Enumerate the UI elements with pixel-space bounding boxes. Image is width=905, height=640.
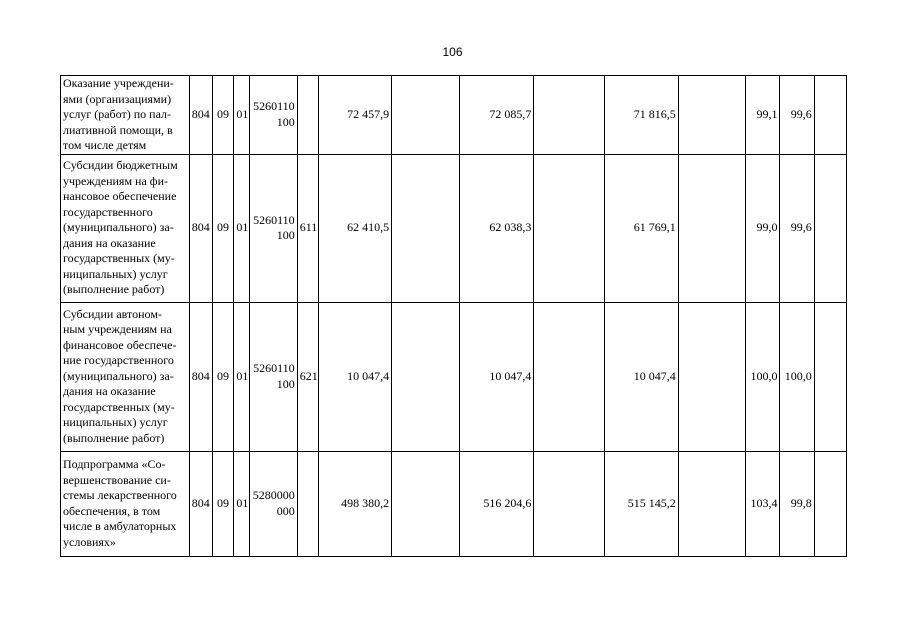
- subsection-code: 01: [234, 302, 250, 451]
- csr-line: 100: [276, 114, 295, 129]
- row-name-line: Субсидии бюджетным: [63, 158, 178, 173]
- empty-cell: [678, 451, 745, 556]
- ministry-code: 804: [189, 302, 212, 451]
- row-name: [61, 154, 190, 302]
- row-name-line: учреждениям на фи-: [63, 173, 168, 188]
- amount-revised: 72 085,7: [459, 76, 534, 155]
- percent-of-revised: 99,6: [780, 154, 814, 302]
- empty-cell: [534, 302, 605, 451]
- row-name-line: государственных (му-: [63, 251, 175, 266]
- csr-line: 5260110: [253, 361, 295, 375]
- row-name-line: (муниципального) за-: [63, 368, 174, 383]
- csr-line: 5280000: [252, 488, 295, 502]
- percent-of-approved: 100,0: [746, 302, 780, 451]
- row-name-line: условиях»: [63, 534, 116, 549]
- row-name-line: Подпрограмма «Со-: [63, 457, 166, 471]
- amount-approved: 498 380,2: [319, 451, 392, 556]
- csr-line: 100: [276, 376, 295, 391]
- amount-approved: 10 047,4: [319, 302, 392, 451]
- percent-of-revised: 99,6: [780, 76, 814, 155]
- row-name-line: ным учреждениям на: [63, 322, 172, 337]
- section-code: 09: [212, 76, 234, 155]
- row-name-line: числе в амбулаторных: [63, 519, 177, 533]
- row-name: [61, 302, 190, 451]
- empty-cell: [814, 154, 846, 302]
- target-article-code: [249, 154, 297, 302]
- row-name-line: государственного: [63, 204, 153, 219]
- budget-table: [60, 75, 847, 557]
- row-name-line: том числе детям: [63, 138, 147, 152]
- empty-cell: [392, 451, 459, 556]
- expense-type-code: [297, 76, 319, 155]
- target-article-code: [249, 451, 297, 556]
- row-name-line: услуг (работ) по пал-: [63, 107, 172, 121]
- csr-line: 100: [276, 228, 295, 242]
- ministry-code: 804: [189, 76, 212, 155]
- amount-revised: 10 047,4: [459, 302, 534, 451]
- subsection-code: 01: [234, 154, 250, 302]
- percent-of-approved: 103,4: [746, 451, 780, 556]
- percent-of-approved: 99,1: [746, 76, 780, 155]
- target-article-code: [249, 302, 297, 451]
- amount-revised: 516 204,6: [459, 451, 534, 556]
- table-row: [61, 302, 847, 451]
- row-name-line: стемы лекарственного: [63, 488, 177, 502]
- row-name-line: Оказание учреждени-: [63, 76, 174, 90]
- row-name-line: (муниципального) за-: [63, 220, 174, 235]
- percent-of-revised: 99,8: [780, 451, 814, 556]
- row-name-line: финансовое обеспече-: [63, 337, 177, 352]
- csr-line: 000: [276, 503, 295, 518]
- expense-type-code: 611: [297, 154, 319, 302]
- empty-cell: [678, 76, 745, 155]
- empty-cell: [814, 451, 846, 556]
- empty-cell: [534, 76, 605, 155]
- csr-line: 5260110: [253, 99, 295, 114]
- table-row: [61, 76, 847, 155]
- empty-cell: [814, 302, 846, 451]
- row-name: [61, 76, 190, 155]
- target-article-code: [249, 76, 297, 155]
- empty-cell: [534, 154, 605, 302]
- row-name-line: дания на оказание: [63, 384, 156, 399]
- expense-type-code: 621: [297, 302, 319, 451]
- amount-approved: 72 457,9: [319, 76, 392, 155]
- subsection-code: 01: [234, 76, 250, 155]
- empty-cell: [392, 76, 459, 155]
- row-name: [61, 451, 190, 556]
- page-number: 106: [442, 45, 463, 59]
- amount-executed: 61 769,1: [604, 154, 678, 302]
- row-name-line: обеспечения, в том: [63, 503, 161, 518]
- row-name-line: ями (организациями): [63, 91, 172, 106]
- row-name-line: нансовое обеспечение: [63, 189, 177, 204]
- row-name-line: ниципальных) услуг: [63, 415, 168, 430]
- percent-of-approved: 99,0: [746, 154, 780, 302]
- row-name-line: ние государственного: [63, 353, 174, 368]
- empty-cell: [678, 154, 745, 302]
- section-code: 09: [212, 451, 234, 556]
- row-name-line: Субсидии автоном-: [63, 306, 162, 321]
- amount-approved: 62 410,5: [319, 154, 392, 302]
- table-row: [61, 451, 847, 556]
- csr-line: 5260110: [253, 212, 295, 227]
- row-name-line: (выполнение работ): [63, 430, 165, 445]
- amount-executed: 71 816,5: [604, 76, 678, 155]
- amount-executed: 515 145,2: [604, 451, 678, 556]
- row-name-line: дания на оказание: [63, 235, 156, 250]
- row-name-line: лиативной помощи, в: [63, 122, 173, 137]
- amount-revised: 62 038,3: [459, 154, 534, 302]
- empty-cell: [392, 302, 459, 451]
- row-name-line: вершенствование си-: [63, 472, 171, 487]
- empty-cell: [814, 76, 846, 155]
- row-name-line: (выполнение работ): [63, 282, 165, 297]
- table-row: [61, 154, 847, 302]
- row-name-line: ниципальных) услуг: [63, 266, 168, 281]
- expense-type-code: [297, 451, 319, 556]
- section-code: 09: [212, 154, 234, 302]
- subsection-code: 01: [234, 451, 250, 556]
- ministry-code: 804: [189, 451, 212, 556]
- section-code: 09: [212, 302, 234, 451]
- ministry-code: 804: [189, 154, 212, 302]
- percent-of-revised: 100,0: [780, 302, 814, 451]
- amount-executed: 10 047,4: [604, 302, 678, 451]
- empty-cell: [392, 154, 459, 302]
- empty-cell: [678, 302, 745, 451]
- empty-cell: [534, 451, 605, 556]
- row-name-line: государственных (му-: [63, 399, 175, 414]
